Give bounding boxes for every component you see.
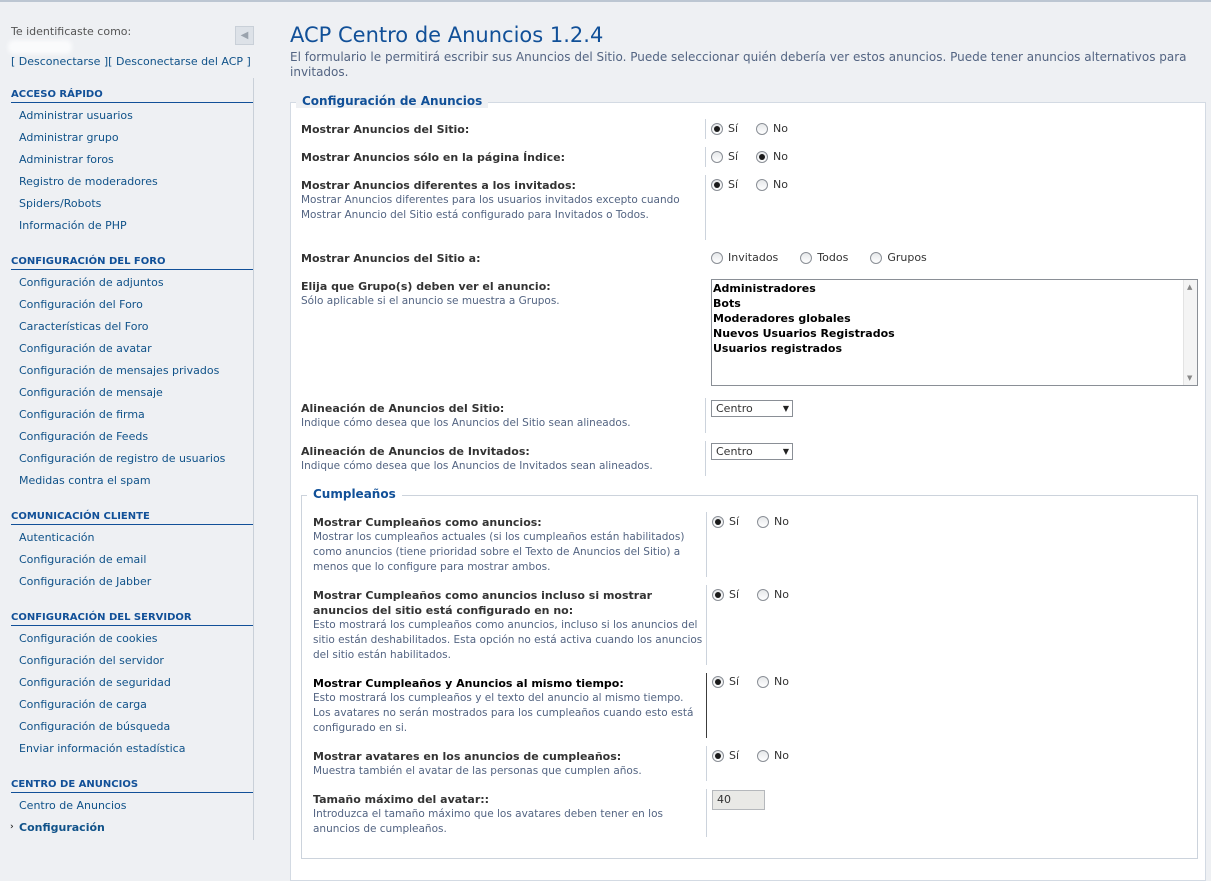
label-site-align: Alineación de Anuncios del Sitio:	[301, 402, 505, 415]
nav-item-signature[interactable]: Configuración de firma	[19, 408, 145, 421]
page-intro: El formulario le permitirá escribir sus Anuncios del Sitio. Puede seleccionar quién debería ver estos anuncios. Puede tener anuncios alternativos para invitados.	[290, 50, 1187, 79]
row-show-site	[301, 122, 701, 137]
nav-item-spiders[interactable]: Spiders/Robots	[19, 197, 102, 210]
radio-show-site-yes[interactable]: Sí	[711, 122, 738, 135]
radio-index-only-no[interactable]: No	[756, 150, 788, 163]
nav-section-announcements: CENTRO DE ANUNCIOS	[11, 779, 253, 793]
nav-item-avatar[interactable]: Configuración de avatar	[19, 342, 152, 355]
row-bday-even-off	[313, 588, 703, 663]
radio-bday-both-yes[interactable]: Sí	[712, 675, 739, 688]
radio-bday-avatars-yes[interactable]: Sí	[712, 749, 739, 762]
desc-bday-avatars: Muestra también el avatar de las personas que cumplen años.	[313, 765, 642, 777]
row-bday-avatars	[313, 749, 703, 779]
radio-guests-diff-yes[interactable]: Sí	[711, 178, 738, 191]
scroll-up-icon[interactable]: ▲	[1187, 283, 1193, 291]
nav-item-security[interactable]: Configuración de seguridad	[19, 676, 171, 689]
radio-group-bday-as-ann	[712, 515, 807, 528]
nav-item-auth[interactable]: Autenticación	[19, 531, 95, 544]
desc-bday-both: Esto mostrará los cumpleaños y el texto del anuncio al mismo tiempo. Los avatares no serán mostrados para los cumpleaños cuando esto está configurado en si.	[313, 692, 694, 734]
label-groups: Elija que Grupo(s) deben ver el anuncio:	[301, 280, 551, 293]
birthday-legend: Cumpleaños	[307, 487, 402, 501]
desc-bday-as-ann: Mostrar los cumpleaños actuales (si los cumpleaños están habilitados) como anuncios (tiene prioridad sobre el Texto de Anuncios del Sitio) a menos que lo configure para mostrar ambos.	[313, 531, 685, 573]
config-legend: Configuración de Anuncios	[296, 94, 488, 108]
radio-bday-as-ann-yes[interactable]: Sí	[712, 515, 739, 528]
nav-item-announcement-center[interactable]: Centro de Anuncios	[19, 799, 127, 812]
nav-section-board-config: CONFIGURACIÓN DEL FORO	[11, 256, 253, 270]
nav-item-feeds[interactable]: Configuración de Feeds	[19, 430, 149, 443]
guest-align-select[interactable]: Centro ▼	[711, 443, 793, 460]
radio-bday-both-no[interactable]: No	[757, 675, 789, 688]
radio-show-to-all[interactable]: Todos	[800, 251, 848, 264]
row-guests-diff	[301, 178, 701, 223]
nav-item-attachments[interactable]: Configuración de adjuntos	[19, 276, 164, 289]
announcements-config-panel	[290, 94, 1206, 881]
radio-group-bday-avatars	[712, 749, 807, 762]
desc-guests-diff: Mostrar Anuncios diferentes para los usuarios invitados excepto cuando Mostrar Anuncio del Sitio está configurado para Invitados o Todos.	[301, 194, 680, 221]
label-bday-both: Mostrar Cumpleaños y Anuncios al mismo tiempo:	[313, 677, 624, 690]
radio-group-index-only	[711, 150, 806, 163]
row-bday-both	[313, 676, 703, 736]
group-option[interactable]: Moderadores globales	[713, 312, 851, 325]
nav-item-admin-groups[interactable]: Administrar grupo	[19, 131, 119, 144]
nav-item-cookies[interactable]: Configuración de cookies	[19, 632, 158, 645]
radio-guests-diff-no[interactable]: No	[756, 178, 788, 191]
row-avatar-size	[313, 792, 703, 837]
group-option[interactable]: Usuarios registrados	[713, 342, 843, 355]
radio-show-to-groups[interactable]: Grupos	[870, 251, 926, 264]
row-show-to	[301, 251, 701, 266]
logout-links[interactable]: [ Desconectarse ][ Desconectarse del ACP ]	[11, 55, 251, 68]
nav-item-admin-users[interactable]: Administrar usuarios	[19, 109, 133, 122]
dropdown-arrow-icon: ▼	[782, 447, 789, 456]
site-align-select[interactable]: Centro ▼	[711, 400, 793, 417]
label-bday-as-ann: Mostrar Cumpleaños como anuncios:	[313, 516, 542, 529]
radio-group-show-site	[711, 122, 806, 135]
radio-group-guests-diff	[711, 178, 806, 191]
page-title: ACP Centro de Anuncios 1.2.4	[290, 23, 604, 47]
identified-as-label: Te identificaste como:	[11, 25, 132, 38]
nav-item-load[interactable]: Configuración de carga	[19, 698, 147, 711]
radio-bday-even-off-no[interactable]: No	[757, 588, 789, 601]
dropdown-arrow-icon: ▼	[782, 404, 789, 413]
group-option[interactable]: Nuevos Usuarios Registrados	[713, 327, 895, 340]
group-option[interactable]: Administradores	[713, 282, 816, 295]
collapse-sidebar-icon[interactable]: ◀	[235, 26, 254, 45]
label-guest-align: Alineación de Anuncios de Invitados:	[301, 445, 530, 458]
label-guests-diff: Mostrar Anuncios diferentes a los invitados:	[301, 179, 576, 192]
nav-item-admin-forums[interactable]: Administrar foros	[19, 153, 114, 166]
radio-bday-as-ann-no[interactable]: No	[757, 515, 789, 528]
main-content	[290, 0, 1211, 881]
row-bday-as-ann	[313, 515, 703, 575]
nav-item-stats[interactable]: Enviar información estadística	[19, 742, 186, 755]
radio-bday-avatars-no[interactable]: No	[757, 749, 789, 762]
radio-show-to-guests[interactable]: Invitados	[711, 251, 778, 264]
desc-bday-even-off: Esto mostrará los cumpleaños como anuncios, incluso si los anuncios del sitio están deshabilitados. Esta opción no está activa cuando los anuncios del sitio están habilitados.	[313, 619, 703, 661]
sidebar	[0, 2, 254, 881]
row-guest-align	[301, 444, 701, 474]
row-groups	[301, 279, 701, 309]
nav-item-search[interactable]: Configuración de búsqueda	[19, 720, 171, 733]
label-bday-avatars: Mostrar avatares en los anuncios de cumpleaños:	[313, 750, 622, 763]
birthdays-panel	[301, 487, 1198, 859]
row-site-align	[301, 401, 701, 431]
groups-listbox[interactable]	[711, 279, 1198, 386]
radio-index-only-yes[interactable]: Sí	[711, 150, 738, 163]
nav-section-server-config: CONFIGURACIÓN DEL SERVIDOR	[11, 612, 253, 626]
nav-item-board-features[interactable]: Características del Foro	[19, 320, 149, 333]
desc-groups: Sólo aplicable si el anuncio se muestra a Grupos.	[301, 295, 560, 307]
nav-item-mod-log[interactable]: Registro de moderadores	[19, 175, 158, 188]
listbox-scrollbar[interactable]	[1183, 280, 1197, 385]
nav-item-jabber[interactable]: Configuración de Jabber	[19, 575, 152, 588]
radio-bday-even-off-yes[interactable]: Sí	[712, 588, 739, 601]
nav-item-server[interactable]: Configuración del servidor	[19, 654, 164, 667]
nav-item-antispam[interactable]: Medidas contra el spam	[19, 474, 151, 487]
group-option[interactable]: Bots	[713, 297, 741, 310]
label-avatar-size: Tamaño máximo del avatar::	[313, 793, 490, 806]
nav-item-configuration[interactable]: Configuración	[19, 821, 105, 834]
radio-group-bday-even-off	[712, 588, 807, 601]
desc-avatar-size: Introduzca el tamaño máximo que los avatares deben tener en los anuncios de cumpleaños.	[313, 808, 663, 835]
scroll-down-icon[interactable]: ▼	[1187, 374, 1193, 382]
nav-item-post[interactable]: Configuración de mensaje	[19, 386, 163, 399]
radio-group-bday-both	[712, 675, 807, 688]
nav-item-board-settings[interactable]: Configuración del Foro	[19, 298, 143, 311]
nav-item-registration[interactable]: Configuración de registro de usuarios	[19, 452, 226, 465]
active-arrow-icon: ›	[10, 822, 14, 832]
nav-item-email[interactable]: Configuración de email	[19, 553, 147, 566]
label-index-only: Mostrar Anuncios sólo en la página Índice:	[301, 151, 566, 164]
radio-show-site-no[interactable]: No	[756, 122, 788, 135]
desc-site-align: Indique cómo desea que los Anuncios del Sitio sean alineados.	[301, 417, 631, 429]
label-bday-even-off: Mostrar Cumpleaños como anuncios incluso si mostrar anuncios del sitio está configurado en no:	[313, 589, 653, 617]
nav-item-pm[interactable]: Configuración de mensajes privados	[19, 364, 220, 377]
nav-section-client-comm: COMUNICACIÓN CLIENTE	[11, 511, 253, 525]
label-show-site: Mostrar Anuncios del Sitio:	[301, 123, 470, 136]
nav-section-quick-access: ACCESO RÁPIDO	[11, 89, 253, 103]
avatar-size-input[interactable]: 40	[712, 790, 765, 810]
row-index-only	[301, 150, 701, 165]
radio-group-show-to	[711, 251, 945, 264]
desc-guest-align: Indique cómo desea que los Anuncios de Invitados sean alineados.	[301, 460, 653, 472]
label-show-to: Mostrar Anuncios del Sitio a:	[301, 252, 481, 265]
nav-item-php-info[interactable]: Información de PHP	[19, 219, 127, 232]
username-redacted	[8, 40, 72, 54]
